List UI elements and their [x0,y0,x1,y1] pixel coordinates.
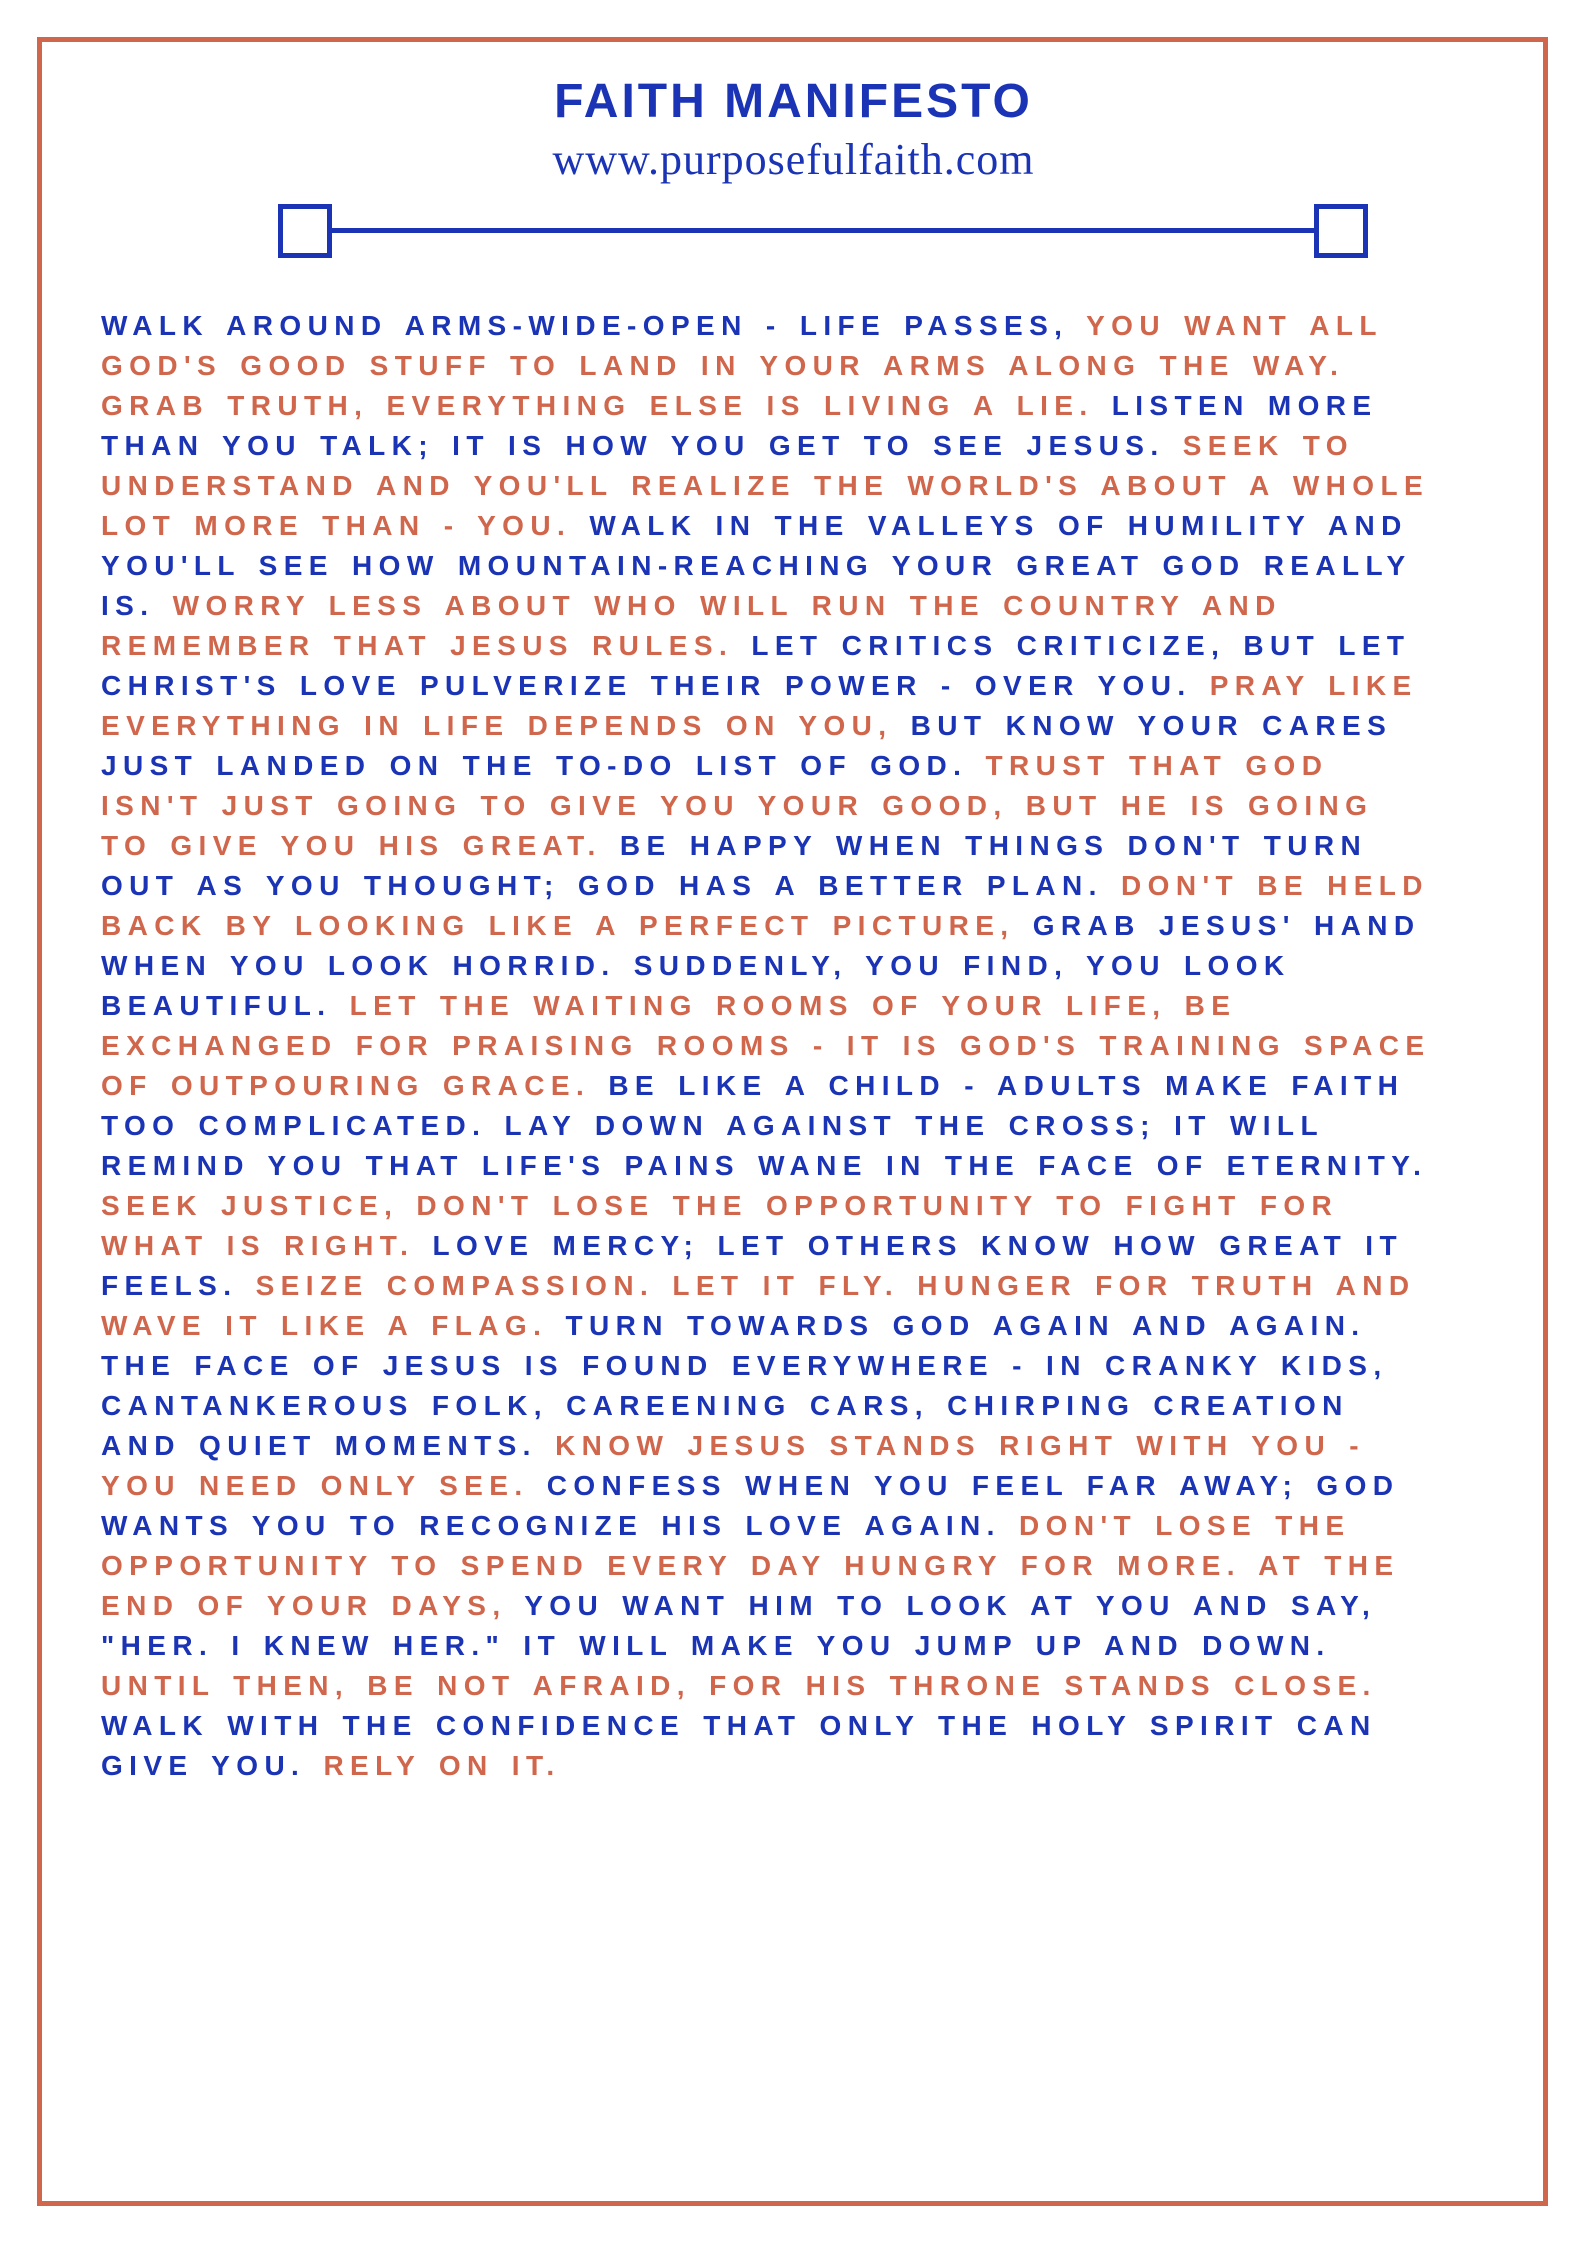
title-divider [278,204,1368,258]
manifesto-segment: LET THE WAITING ROOMS OF YOUR LIFE, BE EXCHANGED FOR PRAISING ROOMS - IT IS GOD'S TRAINING SPACE OF OUTPOURING GRACE. [101,990,1431,1101]
manifesto-segment: BE LIKE A CHILD - ADULTS MAKE FAITH TOO COMPLICATED. LAY DOWN AGAINST THE CROSS; IT WILL REMIND YOU THAT LIFE'S PAINS WANE IN THE FACE OF ETERNITY. [101,1070,1428,1181]
manifesto-segment: LOVE MERCY; LET OTHERS KNOW HOW GREAT IT FEELS. [101,1230,1403,1301]
manifesto-segment: SEEK JUSTICE, DON'T LOSE THE OPPORTUNITY TO FIGHT FOR WHAT IS RIGHT. [101,1190,1339,1261]
manifesto-segment: WALK AROUND ARMS-WIDE-OPEN - LIFE PASSES, [101,310,1069,341]
manifesto-segment: WALK WITH THE CONFIDENCE THAT ONLY THE HOLY SPIRIT CAN GIVE YOU. [101,1710,1377,1781]
manifesto-segment: CONFESS WHEN YOU FEEL FAR AWAY; GOD WANTS YOU TO RECOGNIZE HIS LOVE AGAIN. [101,1470,1400,1541]
manifesto-segment: BUT KNOW YOUR CARES JUST LANDED ON THE TO-DO LIST OF GOD. [101,710,1393,781]
manifesto-segment: UNTIL THEN, BE NOT AFRAID, FOR HIS THRONE STANDS CLOSE. [101,1670,1377,1701]
divider-line [332,228,1314,233]
manifesto-segment: PRAY LIKE EVERYTHING IN LIFE DEPENDS ON YOU, [101,670,1418,741]
manifesto-segment: TRUST THAT GOD ISN'T JUST GOING TO GIVE YOU YOUR GOOD, BUT HE IS GOING TO GIVE YOU HIS GREAT. [101,750,1374,861]
manifesto-segment: YOU WANT HIM TO LOOK AT YOU AND SAY, "HER. I KNEW HER." IT WILL MAKE YOU JUMP UP AND DOWN. [101,1590,1377,1661]
manifesto-segment: KNOW JESUS STANDS RIGHT WITH YOU - YOU NEED ONLY SEE. [101,1430,1365,1501]
manifesto-segment: RELY ON IT. [323,1750,561,1781]
manifesto-segment: WORRY LESS ABOUT WHO WILL RUN THE COUNTRY AND REMEMBER THAT JESUS RULES. [101,590,1282,661]
manifesto-segment: GRAB JESUS' HAND WHEN YOU LOOK HORRID. SUDDENLY, YOU FIND, YOU LOOK BEAUTIFUL. [101,910,1421,1021]
manifesto-segment: LISTEN MORE THAN YOU TALK; IT IS HOW YOU GET TO SEE JESUS. [101,390,1378,461]
manifesto-segment: SEIZE COMPASSION. LET IT FLY. HUNGER FOR TRUTH AND WAVE IT LIKE A FLAG. [101,1270,1416,1341]
manifesto-segment: WALK IN THE VALLEYS OF HUMILITY AND YOU'LL SEE HOW MOUNTAIN-REACHING YOUR GREAT GOD REALLY IS. [101,510,1412,621]
manifesto-segment: YOU WANT ALL GOD'S GOOD STUFF TO LAND IN YOUR ARMS ALONG THE WAY. GRAB TRUTH, EVERYTHING ELSE IS LIVING A LIE. [101,310,1383,421]
website-url: www.purposefulfaith.com [552,135,1035,184]
manifesto-segment: DON'T BE HELD BACK BY LOOKING LIKE A PERFECT PICTURE, [101,870,1429,941]
manifesto-segment: LET CRITICS CRITICIZE, BUT LET CHRIST'S LOVE PULVERIZE THEIR POWER - OVER YOU. [101,630,1411,701]
manifesto-segment: SEEK TO UNDERSTAND AND YOU'LL REALIZE THE WORLD'S ABOUT A WHOLE LOT MORE THAN - YOU. [101,430,1430,541]
divider-left-square [278,204,332,258]
manifesto-segment: BE HAPPY WHEN THINGS DON'T TURN OUT AS YOU THOUGHT; GOD HAS A BETTER PLAN. [101,830,1368,901]
manifesto-text [101,306,1431,1786]
divider-right-square [1314,204,1368,258]
manifesto-segment: DON'T LOSE THE OPPORTUNITY TO SPEND EVERY DAY HUNGRY FOR MORE. AT THE END OF YOUR DAYS, [101,1510,1400,1621]
manifesto-segment: TURN TOWARDS GOD AGAIN AND AGAIN. THE FACE OF JESUS IS FOUND EVERYWHERE - IN CRANKY KIDS, CANTANKEROUS FOLK, CAREENING CARS, CHIRPING CREATION AND QUIET MOMENTS. [101,1310,1388,1461]
page-title: FAITH MANIFESTO [554,75,1033,128]
